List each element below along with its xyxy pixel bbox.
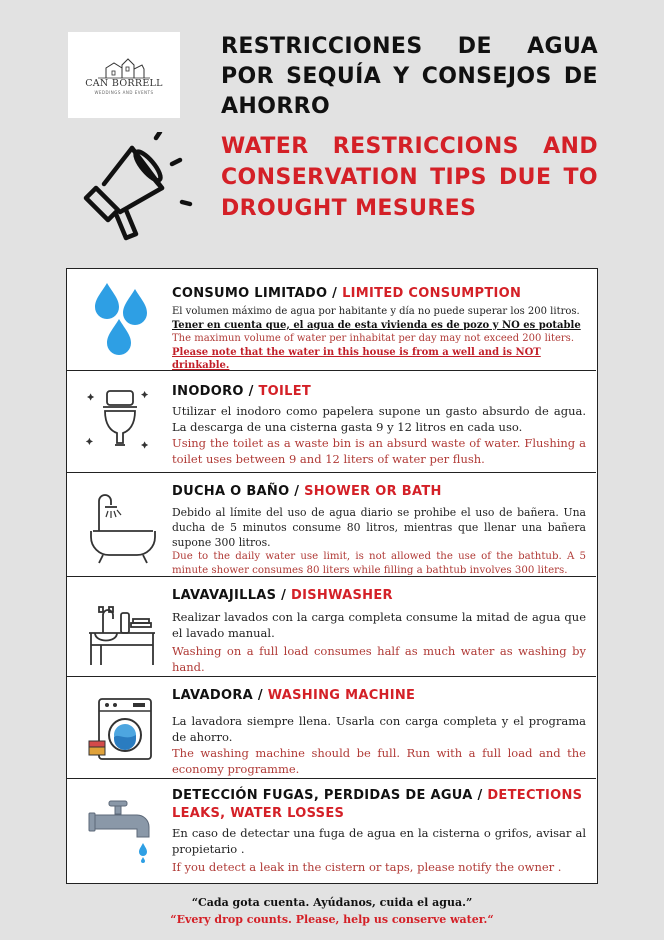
tip-title-en: DISHWASHER [291, 588, 393, 603]
tips-table [66, 268, 598, 884]
tip-heading [172, 687, 586, 705]
tip-text-es: Realizar lavados con la carga completa consume la mitad de agua que el lavado manual. [172, 610, 586, 640]
tip-title-es: LAVAVAJILLAS / [172, 588, 292, 603]
tip-title-en: SHOWER OR BATH [304, 484, 442, 499]
tip-title-en: TOILET [258, 384, 312, 399]
bathtub-icon [75, 491, 165, 567]
tip-text-en: The maximun volume of water per inhabitat per day may not exceed 200 liters. [172, 333, 574, 344]
tip-row-leaks [67, 779, 596, 883]
tip-content [172, 285, 586, 373]
tip-title-es: CONSUMO LIMITADO / [172, 286, 343, 301]
tip-text-es: El volumen máximo de agua por habitante y día no puede superar los 200 litros. [172, 306, 580, 317]
tip-title-es: DUCHA O BAÑO / [172, 484, 305, 499]
dripping-faucet-icon [75, 797, 165, 873]
tip-text-en: If you detect a leak in the cistern or taps, please notify the owner . [172, 860, 562, 874]
tip-row-limited-consumption [67, 269, 596, 371]
washing-machine-icon [75, 693, 165, 769]
tip-title-en: WASHING MACHINE [267, 688, 416, 703]
tip-heading [172, 483, 586, 501]
tip-heading [172, 587, 586, 605]
footer-quote-en: “Every drop counts. Please, help us conserve water.“ [170, 913, 494, 926]
tip-text-es: En caso de detectar una fuga de agua en la cisterna o grifos, avisar al propietario . [172, 826, 586, 856]
tip-text-en: The washing machine should be full. Run with a full load and the economy programme. [172, 746, 586, 776]
tip-row-dishwasher [67, 577, 596, 677]
footer-quote-es: “Cada gota cuenta. Ayúdanos, cuida el agua.” [191, 896, 473, 909]
tip-heading [172, 787, 586, 823]
logo-tagline: WEDDINGS AND EVENTS [94, 90, 154, 95]
logo [68, 32, 180, 118]
water-drops-icon [75, 279, 165, 359]
sink-icon [75, 593, 165, 669]
toilet-icon [75, 385, 165, 457]
tip-title-en: LIMITED CONSUMPTION [342, 286, 522, 301]
tip-text-en: Due to the daily water use limit, is not allowed the use of the bathtub. A 5 minute shower consumes 80 liters while filling a bathtub involves 300 liters. [172, 551, 586, 576]
tip-row-toilet [67, 371, 596, 473]
megaphone-icon [76, 132, 196, 244]
tip-heading [172, 383, 586, 401]
tip-title-es: LAVADORA / [172, 688, 268, 703]
tip-text-es: Debido al límite del uso de agua diario se prohibe el uso de bañera. Una ducha de 5 minutos consume 80 litros, mientras que llenar una bañera supone 300 litros. [172, 506, 586, 549]
tip-title-es: INODORO / [172, 384, 259, 399]
tip-content [172, 483, 586, 578]
tip-content [172, 687, 586, 777]
tip-text-es: La lavadora siempre llena. Usarla con carga completa y el programa de ahorro. [172, 714, 586, 744]
tip-content [172, 587, 586, 675]
tip-note-es: Tener en cuenta que, el agua de esta vivienda es de pozo y NO es potable [172, 319, 581, 331]
tip-text-es: Utilizar el inodoro como papelera supone un gasto absurdo de agua. La descarga de una cisterna gasta 9 y 12 litros en cada uso. [172, 404, 586, 434]
tip-row-shower [67, 473, 596, 577]
title-english: WATER RESTRICCIONS AND CONSERVATION TIPS DUE TO DROUGHT MESURES [221, 134, 598, 221]
tip-title-es: DETECCIÓN FUGAS, PERDIDAS DE AGUA / [172, 788, 488, 803]
tip-row-washing-machine [67, 677, 596, 779]
house-logo-icon [84, 54, 164, 80]
logo-name: CAN BORRELL [85, 78, 163, 89]
tip-content [172, 383, 586, 467]
tip-content [172, 787, 586, 875]
tip-title-en: DETECTIONS LEAKS, WATER LOSSES [172, 788, 583, 821]
tip-text-en: Using the toilet as a waste bin is an absurd waste of water. Flushing a toilet uses between 9 and 12 liters of water per flush. [172, 436, 586, 466]
title-spanish: RESTRICCIONES DE AGUA POR SEQUÍA Y CONSEJOS DE AHORRO [221, 34, 598, 119]
tip-text-en: Washing on a full load consumes half as much water as washing by hand. [172, 644, 586, 674]
tip-heading [172, 285, 586, 303]
tip-note-en: Please note that the water in this house is from a well and is NOT drinkable. [172, 346, 541, 371]
